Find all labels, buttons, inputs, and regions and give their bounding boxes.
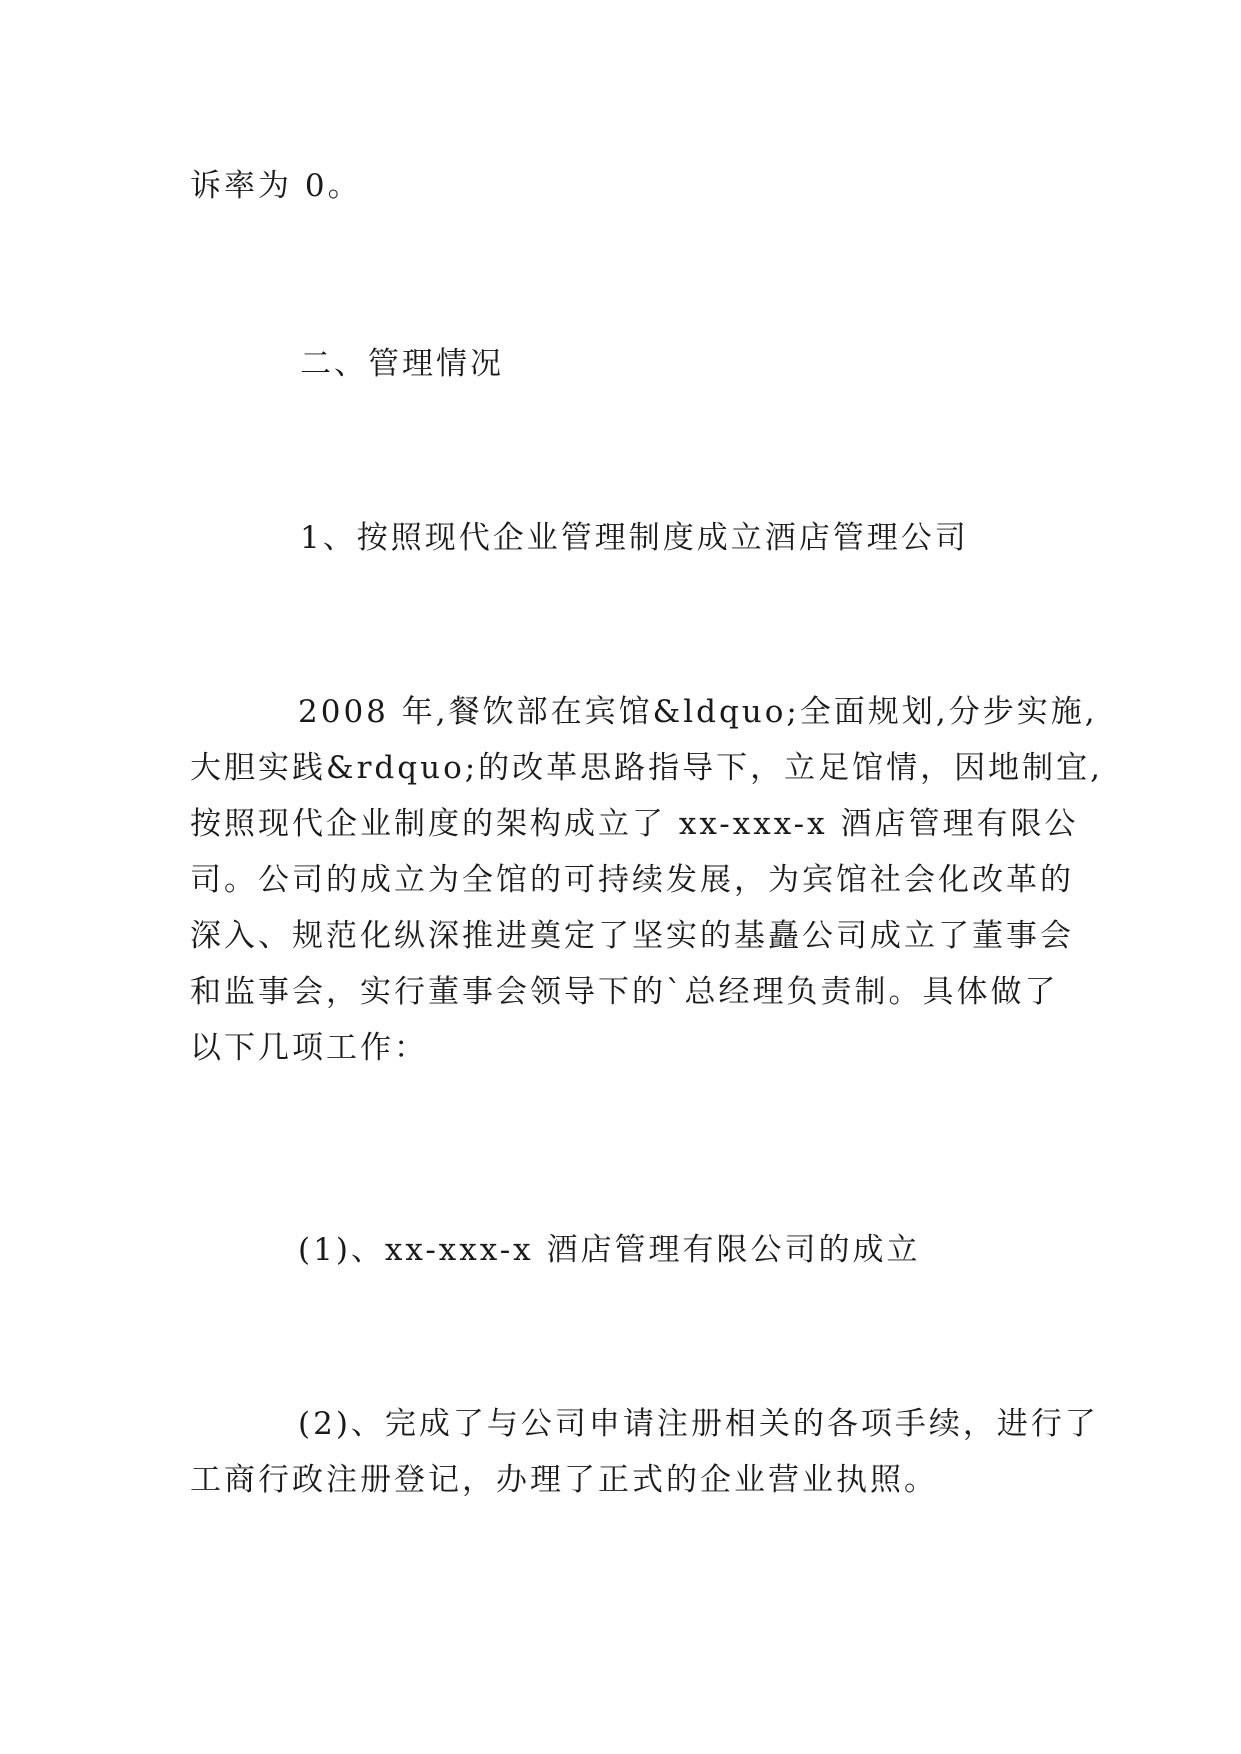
section-heading-management	[300, 336, 504, 392]
paragraph-2008-reform	[190, 684, 1103, 1076]
text-line: 司。公司的成立为全馆的可持续发展，为宾馆社会化改革的	[190, 862, 1074, 898]
text-line: (1)、xx-xxx-x 酒店管理有限公司的成立	[298, 1232, 921, 1268]
subheading-hotel-company	[300, 510, 969, 566]
text-line: 深入、规范化纵深推进奠定了坚实的基矗公司成立了董事会	[190, 918, 1074, 954]
text-line: 工商行政注册登记，办理了正式的企业营业执照。	[190, 1462, 938, 1498]
text-line: 大胆实践&rdquo;的改革思路指导下，立足馆情，因地制宜,	[190, 750, 1104, 786]
text-line: (2)、完成了与公司申请注册相关的各项手续，进行了	[298, 1406, 1099, 1442]
text-line: 1、按照现代企业管理制度成立酒店管理公司	[300, 520, 969, 556]
list-item-2	[190, 1396, 1099, 1508]
paragraph-complaint-rate	[190, 158, 362, 214]
text-line: 2008 年,餐饮部在宾馆&ldquo;全面规划,分步实施,	[298, 694, 1098, 730]
text-line: 按照现代企业制度的架构成立了 xx-xxx-x 酒店管理有限公	[190, 806, 1079, 842]
text-line: 二、管理情况	[300, 346, 504, 382]
text-line: 以下几项工作：	[190, 1030, 428, 1066]
list-item-1	[298, 1222, 921, 1278]
text-line: 诉率为 0。	[190, 168, 362, 204]
text-line: 和监事会，实行董事会领导下的`总经理负责制。具体做了	[190, 974, 1059, 1010]
